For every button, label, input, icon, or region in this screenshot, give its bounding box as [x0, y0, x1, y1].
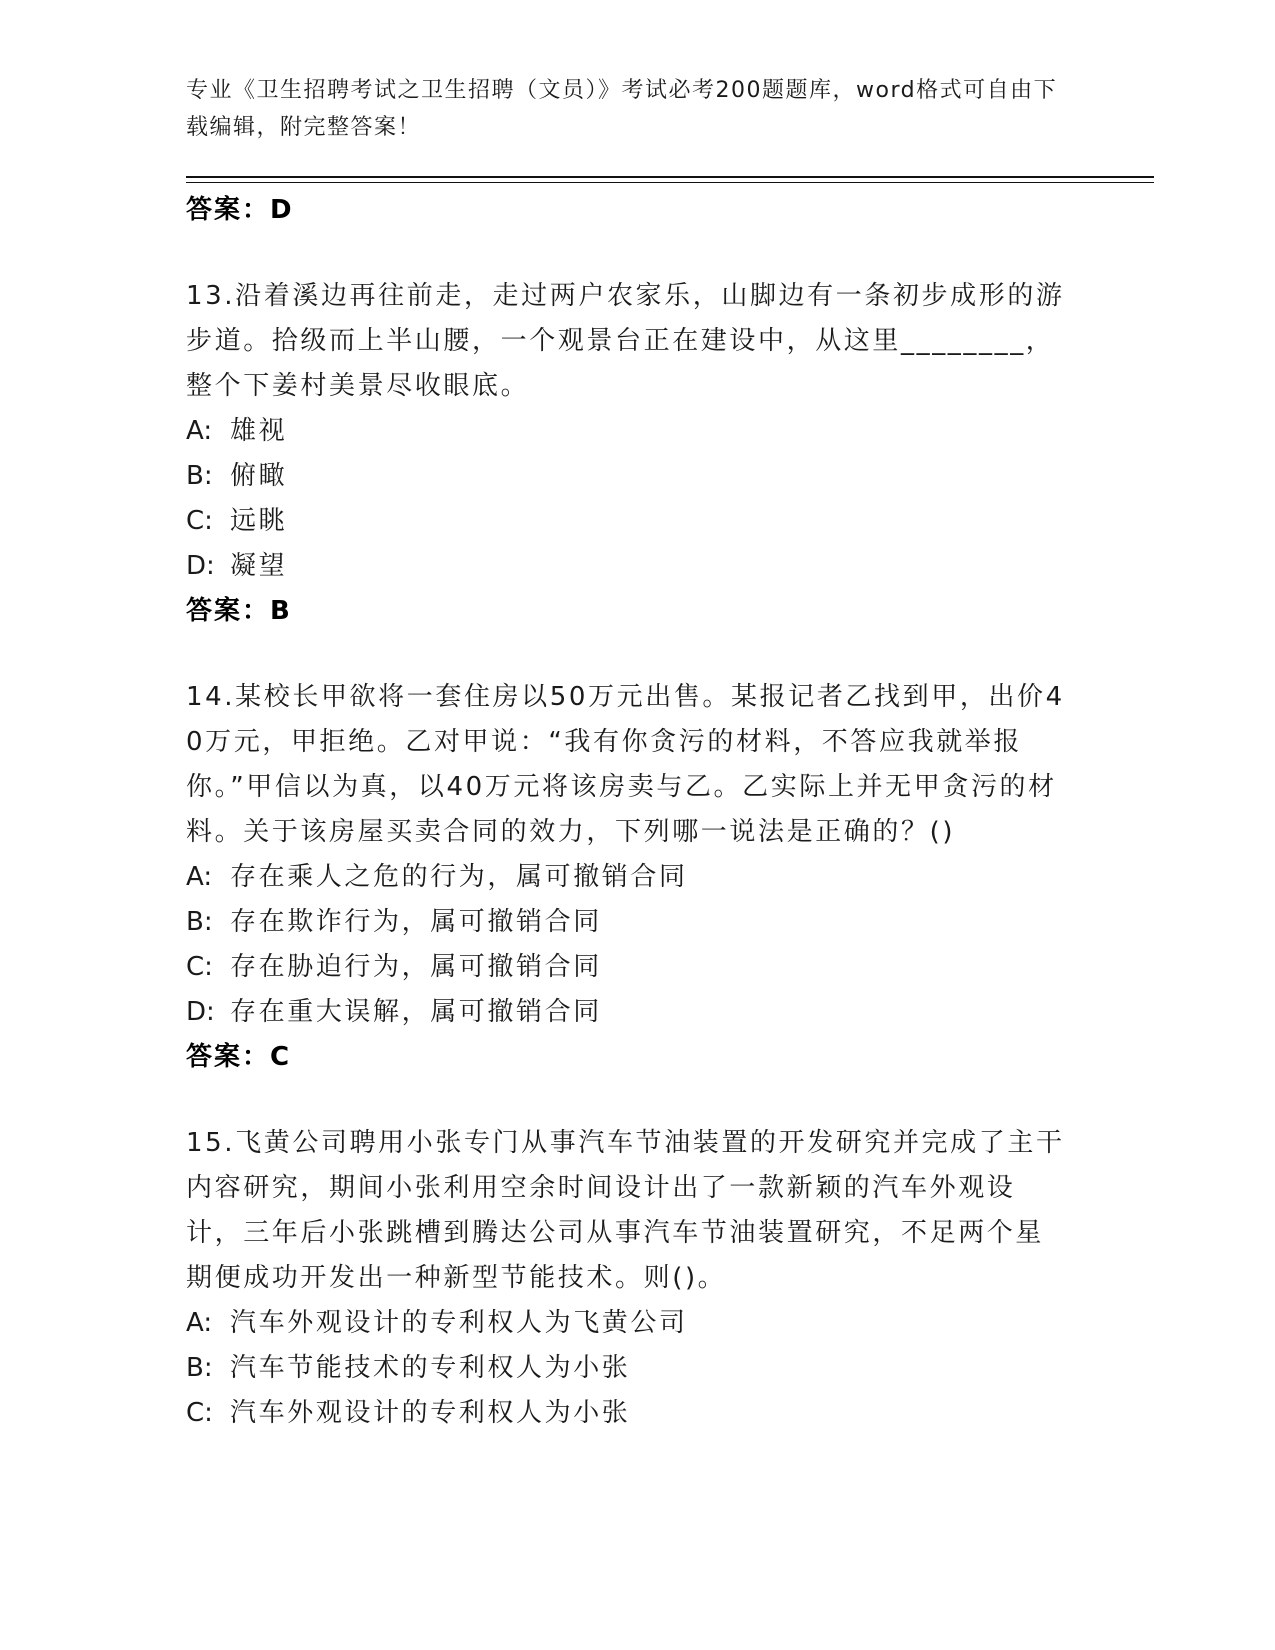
header-rule-thin: [186, 182, 1154, 183]
option-text: 汽车外观设计的专利权人为飞黄公司: [230, 1308, 688, 1338]
option-a: [186, 409, 1086, 454]
option-text: 俯瞰: [230, 461, 288, 491]
option-text: 凝望: [230, 551, 288, 581]
option-text: 汽车外观设计的专利权人为小张: [230, 1398, 631, 1428]
question-stem: 14.某校长甲欲将一套住房以50万元出售。某报记者乙找到甲，出价40万元，甲拒绝。乙对甲说：“我有你贪污的材料，不答应我就举报你。”甲信以为真，以40万元将该房卖与乙。乙实际上并无甲贪污的材料。关于该房屋买卖合同的效力，下列哪一说法是正确的？(): [186, 682, 1065, 847]
option-text: 雄视: [230, 416, 288, 446]
option-c: [186, 499, 1086, 544]
document-body: [186, 188, 1086, 1436]
option-key: D:: [186, 551, 215, 581]
option-b: [186, 1346, 1086, 1391]
option-key: B:: [186, 461, 213, 491]
option-key: C:: [186, 1398, 213, 1428]
option-key: A:: [186, 862, 213, 892]
option-a: [186, 855, 1086, 900]
option-b: [186, 454, 1086, 499]
question-15: [186, 1121, 1086, 1436]
option-key: B:: [186, 1353, 213, 1383]
option-key: A:: [186, 1308, 213, 1338]
option-c: [186, 1391, 1086, 1436]
option-key: C:: [186, 506, 213, 536]
question-stem: 13.沿着溪边再往前走，走过两户农家乐，山脚边有一条初步成形的游步道。拾级而上半山腰，一个观景台正在建设中，从这里________，整个下姜村美景尽收眼底。: [186, 281, 1065, 401]
option-key: D:: [186, 997, 215, 1027]
option-c: [186, 945, 1086, 990]
question-13: [186, 274, 1086, 633]
option-text: 存在重大误解，属可撤销合同: [230, 997, 602, 1027]
option-key: C:: [186, 952, 213, 982]
option-text: 存在乘人之危的行为，属可撤销合同: [230, 862, 688, 892]
option-key: A:: [186, 416, 213, 446]
option-text: 存在胁迫行为，属可撤销合同: [230, 952, 602, 982]
option-b: [186, 900, 1086, 945]
option-key: B:: [186, 907, 213, 937]
option-text: 远眺: [230, 506, 288, 536]
question-answer: 答案：B: [186, 596, 292, 626]
question-14: [186, 675, 1086, 1079]
option-text: 存在欺诈行为，属可撤销合同: [230, 907, 602, 937]
document-header: 专业《卫生招聘考试之卫生招聘（文员）》考试必考200题题库，word格式可自由下载编辑，附完整答案！: [186, 78, 1058, 140]
option-a: [186, 1301, 1086, 1346]
option-text: 汽车节能技术的专利权人为小张: [230, 1353, 631, 1383]
question-answer: 答案：C: [186, 1042, 292, 1072]
question-stem: 15.飞黄公司聘用小张专门从事汽车节油装置的开发研究并完成了主干内容研究，期间小张利用空余时间设计出了一款新颖的汽车外观设计，三年后小张跳槽到腾达公司从事汽车节油装置研究，不足两个星期便成功开发出一种新型节能技术。则()。: [186, 1128, 1065, 1293]
option-d: [186, 990, 1086, 1035]
previous-answer: 答案：D: [186, 195, 294, 225]
option-d: [186, 544, 1086, 589]
header-rule-thick: [186, 176, 1154, 178]
